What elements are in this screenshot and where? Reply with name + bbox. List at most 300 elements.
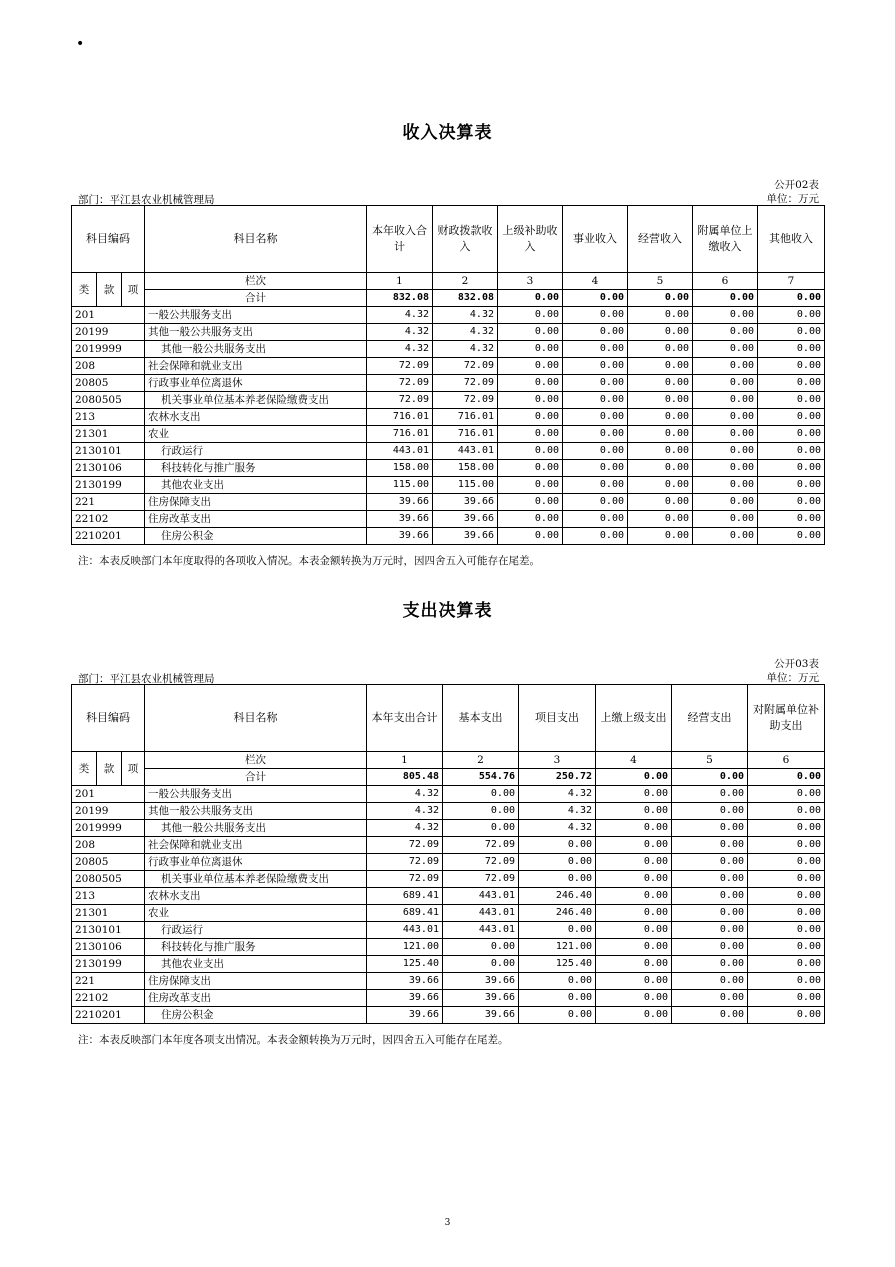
row-name: 住房改革支出 (145, 511, 367, 528)
row-code: 22102 (72, 511, 145, 528)
row-value: 0.00 (563, 426, 628, 443)
sub-kuan: 款 (97, 273, 122, 307)
row-value: 4.32 (367, 341, 433, 358)
row-value: 158.00 (433, 460, 498, 477)
total-row (72, 290, 825, 307)
expense-dept: 部门：平江县农业机械管理局 (78, 673, 215, 685)
income-form-no: 公开02表 (774, 179, 819, 191)
row-value: 4.32 (367, 803, 443, 820)
header-col: 上级补助收入 (498, 206, 563, 273)
row-value: 39.66 (433, 511, 498, 528)
col-number: 1 (367, 273, 433, 290)
row-value: 0.00 (563, 358, 628, 375)
row-value: 0.00 (672, 939, 748, 956)
row-value: 0.00 (563, 341, 628, 358)
row-value: 246.40 (519, 905, 596, 922)
row-code: 208 (72, 837, 145, 854)
row-code: 22102 (72, 990, 145, 1007)
row-code: 21301 (72, 426, 145, 443)
total-value: 0.00 (628, 290, 693, 307)
row-value: 0.00 (498, 341, 563, 358)
header-col: 经营支出 (672, 685, 748, 752)
row-value: 0.00 (443, 803, 519, 820)
row-code: 2019999 (72, 341, 145, 358)
row-value: 0.00 (498, 460, 563, 477)
row-code: 2130199 (72, 956, 145, 973)
row-value: 0.00 (693, 307, 758, 324)
row-value: 0.00 (748, 837, 825, 854)
row-value: 0.00 (758, 511, 825, 528)
row-value: 0.00 (758, 375, 825, 392)
row-value: 0.00 (672, 820, 748, 837)
row-value: 4.32 (433, 307, 498, 324)
col-number: 6 (748, 752, 825, 769)
row-value: 0.00 (563, 324, 628, 341)
row-value: 0.00 (693, 409, 758, 426)
row-value: 0.00 (498, 375, 563, 392)
sub-xiang: 项 (122, 273, 145, 307)
row-code: 221 (72, 494, 145, 511)
row-value: 72.09 (443, 854, 519, 871)
total-value: 0.00 (672, 769, 748, 786)
row-value: 0.00 (563, 443, 628, 460)
row-value: 0.00 (758, 426, 825, 443)
row-value: 4.32 (367, 820, 443, 837)
total-value: 0.00 (498, 290, 563, 307)
row-value: 716.01 (433, 409, 498, 426)
row-value: 0.00 (519, 871, 596, 888)
row-code: 2080505 (72, 392, 145, 409)
row-value: 158.00 (367, 460, 433, 477)
row-name: 农林水支出 (145, 888, 367, 905)
table-row (72, 939, 825, 956)
row-value: 0.00 (693, 426, 758, 443)
row-name: 住房公积金 (145, 528, 367, 545)
col-number: 4 (596, 752, 672, 769)
row-value: 0.00 (672, 854, 748, 871)
row-code: 208 (72, 358, 145, 375)
row-value: 72.09 (433, 358, 498, 375)
row-code: 2130106 (72, 460, 145, 477)
sub-kuan: 款 (97, 752, 122, 786)
row-value: 0.00 (758, 341, 825, 358)
row-value: 115.00 (433, 477, 498, 494)
row-value: 443.01 (443, 922, 519, 939)
row-name: 机关事业单位基本养老保险缴费支出 (145, 392, 367, 409)
row-value: 0.00 (758, 528, 825, 545)
row-value: 0.00 (628, 528, 693, 545)
row-code: 213 (72, 409, 145, 426)
row-value: 0.00 (748, 854, 825, 871)
row-value: 0.00 (672, 871, 748, 888)
total-value: 805.48 (367, 769, 443, 786)
row-value: 0.00 (498, 307, 563, 324)
row-code: 20199 (72, 803, 145, 820)
income-note: 注：本表反映部门本年度取得的各项收入情况。本表金额转换为万元时，因四舍五入可能存在尾差。 (78, 555, 540, 567)
row-value: 0.00 (519, 922, 596, 939)
col-number: 4 (563, 273, 628, 290)
row-code: 221 (72, 973, 145, 990)
row-value: 0.00 (443, 820, 519, 837)
table-row (72, 1007, 825, 1024)
row-value: 0.00 (563, 460, 628, 477)
lanci-label: 栏次 (145, 752, 367, 769)
row-value: 0.00 (596, 1007, 672, 1024)
header-name: 科目名称 (145, 685, 367, 752)
table-row (72, 375, 825, 392)
row-value: 0.00 (563, 494, 628, 511)
row-name: 其他农业支出 (145, 477, 367, 494)
row-value: 0.00 (672, 905, 748, 922)
header-col: 事业收入 (563, 206, 628, 273)
row-value: 0.00 (758, 477, 825, 494)
row-value: 125.40 (367, 956, 443, 973)
row-value: 72.09 (443, 837, 519, 854)
row-value: 0.00 (693, 358, 758, 375)
header-code: 科目编码 (72, 685, 145, 752)
row-name: 其他一般公共服务支出 (145, 324, 367, 341)
total-label: 合计 (145, 769, 367, 786)
row-value: 0.00 (443, 939, 519, 956)
row-value: 0.00 (563, 511, 628, 528)
row-code: 21301 (72, 905, 145, 922)
col-number: 7 (758, 273, 825, 290)
row-value: 0.00 (672, 1007, 748, 1024)
row-value: 0.00 (628, 460, 693, 477)
row-value: 443.01 (367, 922, 443, 939)
row-name: 住房改革支出 (145, 990, 367, 1007)
row-value: 246.40 (519, 888, 596, 905)
table-row (72, 307, 825, 324)
row-value: 0.00 (498, 477, 563, 494)
row-value: 72.09 (367, 358, 433, 375)
table-row (72, 409, 825, 426)
row-value: 0.00 (519, 837, 596, 854)
table-row (72, 922, 825, 939)
row-value: 0.00 (748, 871, 825, 888)
table-row (72, 324, 825, 341)
col-number: 5 (628, 273, 693, 290)
row-value: 0.00 (498, 443, 563, 460)
row-value: 0.00 (498, 324, 563, 341)
col-number: 1 (367, 752, 443, 769)
row-value: 0.00 (693, 528, 758, 545)
row-value: 0.00 (758, 358, 825, 375)
row-value: 0.00 (748, 905, 825, 922)
row-value: 4.32 (519, 820, 596, 837)
table-row (72, 786, 825, 803)
row-value: 0.00 (596, 837, 672, 854)
row-code: 2080505 (72, 871, 145, 888)
header-col: 其他收入 (758, 206, 825, 273)
row-value: 0.00 (693, 511, 758, 528)
row-value: 0.00 (748, 973, 825, 990)
bullet-mark: • (76, 36, 85, 52)
total-label: 合计 (145, 290, 367, 307)
row-value: 121.00 (519, 939, 596, 956)
row-value: 72.09 (433, 392, 498, 409)
header-col: 财政拨款收入 (433, 206, 498, 273)
row-value: 0.00 (563, 477, 628, 494)
row-code: 2019999 (72, 820, 145, 837)
row-value: 125.40 (519, 956, 596, 973)
row-name: 机关事业单位基本养老保险缴费支出 (145, 871, 367, 888)
total-value: 0.00 (596, 769, 672, 786)
row-value: 39.66 (367, 1007, 443, 1024)
row-value: 0.00 (672, 956, 748, 973)
total-value: 0.00 (563, 290, 628, 307)
row-code: 2210201 (72, 1007, 145, 1024)
row-value: 39.66 (367, 494, 433, 511)
row-value: 72.09 (367, 392, 433, 409)
row-code: 20805 (72, 375, 145, 392)
row-value: 115.00 (367, 477, 433, 494)
expense-note: 注：本表反映部门本年度各项支出情况。本表金额转换为万元时，因四舍五入可能存在尾差。 (78, 1034, 509, 1046)
row-code: 2210201 (72, 528, 145, 545)
row-name: 科技转化与推广服务 (145, 460, 367, 477)
expense-unit: 单位：万元 (766, 672, 819, 684)
row-name: 一般公共服务支出 (145, 786, 367, 803)
col-number: 3 (498, 273, 563, 290)
row-value: 39.66 (443, 973, 519, 990)
row-value: 0.00 (628, 324, 693, 341)
row-value: 39.66 (367, 973, 443, 990)
table-row (72, 973, 825, 990)
total-value: 832.08 (433, 290, 498, 307)
row-value: 39.66 (433, 528, 498, 545)
table-row (72, 854, 825, 871)
table-row (72, 392, 825, 409)
col-number: 5 (672, 752, 748, 769)
row-value: 0.00 (498, 511, 563, 528)
header-col: 对附属单位补助支出 (748, 685, 825, 752)
row-value: 0.00 (758, 409, 825, 426)
row-name: 其他一般公共服务支出 (145, 803, 367, 820)
row-value: 39.66 (367, 528, 433, 545)
row-value: 0.00 (519, 990, 596, 1007)
row-value: 0.00 (748, 803, 825, 820)
table-row (72, 511, 825, 528)
row-value: 4.32 (519, 803, 596, 820)
row-code: 213 (72, 888, 145, 905)
row-value: 0.00 (596, 905, 672, 922)
row-value: 0.00 (672, 837, 748, 854)
row-value: 0.00 (596, 803, 672, 820)
row-value: 0.00 (596, 820, 672, 837)
row-code: 2130199 (72, 477, 145, 494)
row-name: 社会保障和就业支出 (145, 358, 367, 375)
table-row (72, 443, 825, 460)
table-row (72, 956, 825, 973)
table-row (72, 477, 825, 494)
row-name: 住房保障支出 (145, 973, 367, 990)
total-value: 0.00 (758, 290, 825, 307)
row-value: 443.01 (433, 443, 498, 460)
row-name: 农业 (145, 426, 367, 443)
table-row (72, 888, 825, 905)
income-title: 收入决算表 (402, 123, 493, 143)
row-value: 0.00 (748, 990, 825, 1007)
row-value: 0.00 (758, 443, 825, 460)
row-value: 0.00 (596, 888, 672, 905)
row-value: 0.00 (563, 392, 628, 409)
row-value: 0.00 (748, 888, 825, 905)
header-col: 基本支出 (443, 685, 519, 752)
total-row (72, 769, 825, 786)
row-value: 0.00 (748, 1007, 825, 1024)
header-name: 科目名称 (145, 206, 367, 273)
row-value: 0.00 (498, 528, 563, 545)
table-row (72, 837, 825, 854)
table-row (72, 341, 825, 358)
header-col: 本年收入合计 (367, 206, 433, 273)
row-value: 0.00 (672, 922, 748, 939)
row-value: 0.00 (498, 392, 563, 409)
row-value: 39.66 (367, 990, 443, 1007)
lanci-label: 栏次 (145, 273, 367, 290)
row-value: 39.66 (433, 494, 498, 511)
header-col: 附属单位上缴收入 (693, 206, 758, 273)
col-number: 2 (443, 752, 519, 769)
table-row (72, 494, 825, 511)
row-value: 0.00 (563, 528, 628, 545)
row-value: 0.00 (596, 939, 672, 956)
table-row (72, 820, 825, 837)
row-value: 0.00 (628, 443, 693, 460)
row-value: 0.00 (748, 939, 825, 956)
row-name: 一般公共服务支出 (145, 307, 367, 324)
row-value: 0.00 (519, 1007, 596, 1024)
row-value: 0.00 (628, 426, 693, 443)
sub-xiang: 项 (122, 752, 145, 786)
row-value: 0.00 (693, 477, 758, 494)
row-value: 0.00 (443, 956, 519, 973)
row-value: 4.32 (367, 324, 433, 341)
table-row (72, 460, 825, 477)
table-row (72, 905, 825, 922)
row-value: 0.00 (628, 375, 693, 392)
col-number: 3 (519, 752, 596, 769)
total-value: 554.76 (443, 769, 519, 786)
row-name: 住房公积金 (145, 1007, 367, 1024)
row-code: 201 (72, 307, 145, 324)
row-name: 农林水支出 (145, 409, 367, 426)
row-value: 716.01 (367, 409, 433, 426)
row-value: 0.00 (672, 888, 748, 905)
income-table (71, 205, 825, 545)
row-code: 2130106 (72, 939, 145, 956)
row-value: 0.00 (498, 358, 563, 375)
sub-lei: 类 (72, 273, 97, 307)
row-value: 0.00 (498, 426, 563, 443)
table-row (72, 871, 825, 888)
row-value: 0.00 (628, 358, 693, 375)
row-value: 716.01 (433, 426, 498, 443)
table-row (72, 803, 825, 820)
row-name: 社会保障和就业支出 (145, 837, 367, 854)
row-value: 0.00 (672, 803, 748, 820)
row-value: 0.00 (693, 443, 758, 460)
header-col: 上缴上级支出 (596, 685, 672, 752)
row-value: 0.00 (443, 786, 519, 803)
row-code: 2130101 (72, 922, 145, 939)
row-value: 0.00 (519, 854, 596, 871)
row-value: 0.00 (628, 307, 693, 324)
row-value: 0.00 (563, 409, 628, 426)
row-value: 72.09 (443, 871, 519, 888)
row-value: 0.00 (628, 341, 693, 358)
row-value: 0.00 (693, 324, 758, 341)
row-value: 4.32 (367, 307, 433, 324)
header-code: 科目编码 (72, 206, 145, 273)
income-unit: 单位：万元 (766, 193, 819, 205)
row-value: 4.32 (433, 341, 498, 358)
row-name: 行政事业单位离退休 (145, 854, 367, 871)
col-number: 2 (433, 273, 498, 290)
row-value: 0.00 (563, 375, 628, 392)
total-value: 0.00 (748, 769, 825, 786)
row-value: 0.00 (563, 307, 628, 324)
row-name: 行政运行 (145, 922, 367, 939)
row-value: 443.01 (367, 443, 433, 460)
row-value: 443.01 (443, 888, 519, 905)
row-value: 0.00 (693, 392, 758, 409)
row-value: 0.00 (758, 307, 825, 324)
row-value: 72.09 (433, 375, 498, 392)
row-value: 0.00 (758, 392, 825, 409)
header-col: 本年支出合计 (367, 685, 443, 752)
row-value: 0.00 (758, 460, 825, 477)
row-name: 其他农业支出 (145, 956, 367, 973)
expense-table (71, 684, 825, 1024)
header-col: 经营收入 (628, 206, 693, 273)
row-value: 0.00 (596, 871, 672, 888)
row-name: 行政事业单位离退休 (145, 375, 367, 392)
row-name: 农业 (145, 905, 367, 922)
row-value: 0.00 (693, 494, 758, 511)
total-value: 0.00 (693, 290, 758, 307)
row-value: 72.09 (367, 375, 433, 392)
row-value: 0.00 (596, 922, 672, 939)
row-code: 20199 (72, 324, 145, 341)
row-value: 0.00 (596, 786, 672, 803)
table-row (72, 358, 825, 375)
row-value: 689.41 (367, 888, 443, 905)
col-number: 6 (693, 273, 758, 290)
row-code: 2130101 (72, 443, 145, 460)
income-dept: 部门：平江县农业机械管理局 (78, 194, 215, 206)
row-value: 0.00 (758, 324, 825, 341)
row-value: 0.00 (596, 854, 672, 871)
sub-lei: 类 (72, 752, 97, 786)
row-value: 0.00 (628, 494, 693, 511)
row-value: 0.00 (596, 990, 672, 1007)
row-name: 行政运行 (145, 443, 367, 460)
row-value: 0.00 (748, 922, 825, 939)
row-value: 4.32 (433, 324, 498, 341)
row-value: 689.41 (367, 905, 443, 922)
row-value: 0.00 (596, 956, 672, 973)
row-value: 72.09 (367, 837, 443, 854)
row-value: 0.00 (693, 341, 758, 358)
table-row (72, 990, 825, 1007)
row-value: 0.00 (693, 375, 758, 392)
page-number: 3 (444, 1218, 451, 1228)
row-name: 其他一般公共服务支出 (145, 341, 367, 358)
row-value: 0.00 (628, 392, 693, 409)
row-name: 住房保障支出 (145, 494, 367, 511)
row-code: 20805 (72, 854, 145, 871)
